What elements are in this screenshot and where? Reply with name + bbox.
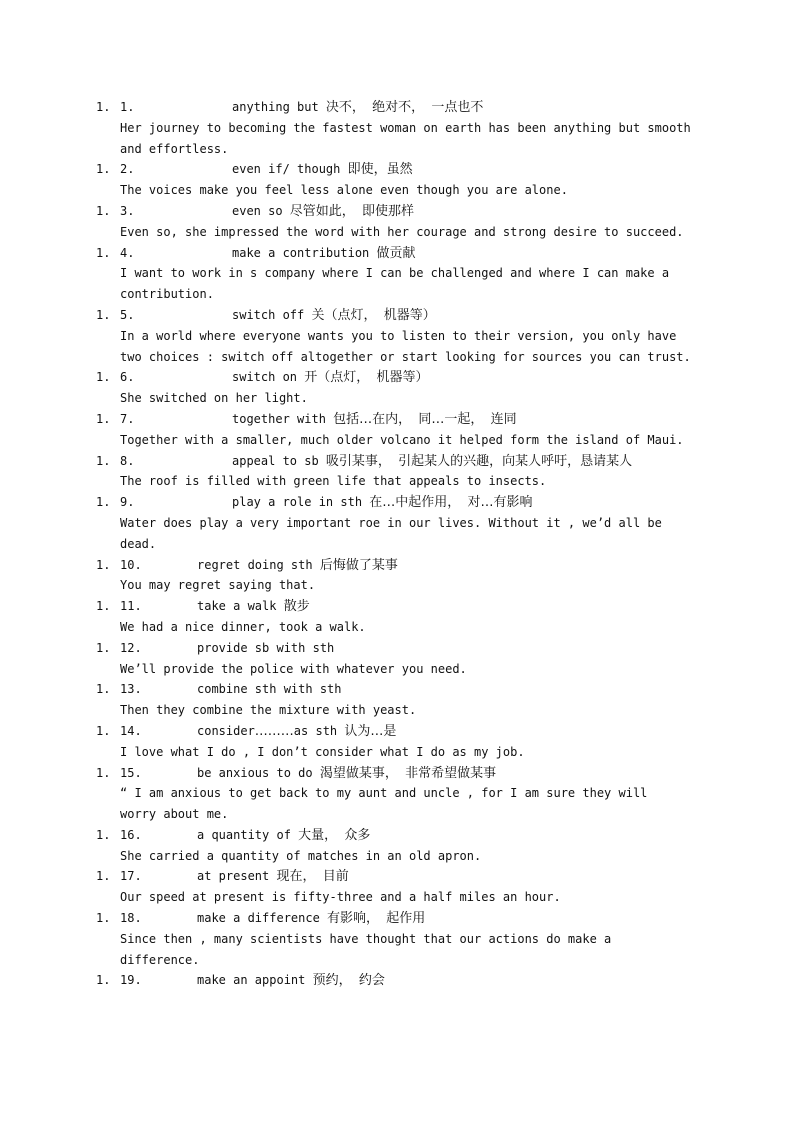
example-sentence: Since then , many scientists have thought that our actions do make a <box>120 931 612 946</box>
list-prefix: 1. <box>96 557 111 572</box>
entry-phrase: take a walk 散步 <box>197 599 310 615</box>
list-item <box>96 638 696 680</box>
entry-number: 19. <box>120 973 142 988</box>
entry-heading <box>96 638 696 659</box>
entry-number: 7. <box>120 411 135 426</box>
entry-phrase: make a contribution 做贡献 <box>232 245 416 261</box>
list-prefix: 1. <box>96 495 111 510</box>
entry-heading <box>96 763 696 784</box>
list-item <box>96 492 696 554</box>
entry-heading <box>96 243 696 264</box>
example-sentence: two choices : switch off altogether or start looking for sources you can trust. <box>120 349 691 364</box>
example-sentence: I love what I do , I don’t consider what I do as my job. <box>120 744 525 759</box>
entry-number: 4. <box>120 245 135 260</box>
entry-number: 5. <box>120 307 135 322</box>
example-sentence: I want to work in s company where I can be challenged and where I can make a <box>120 266 670 281</box>
list-prefix: 1. <box>96 245 111 260</box>
list-item <box>96 97 696 159</box>
list-prefix: 1. <box>96 723 111 738</box>
entry-phrase: together with 包括…在内， 同…一起， 连同 <box>232 411 517 427</box>
entry-phrase: at present 现在， 目前 <box>197 869 349 885</box>
entry-heading <box>96 492 696 513</box>
entry-heading <box>96 970 696 991</box>
entry-number: 11. <box>120 599 142 614</box>
entry-number: 3. <box>120 203 135 218</box>
entry-number: 12. <box>120 640 142 655</box>
list-item <box>96 679 696 721</box>
entry-phrase: consider………as sth 认为…是 <box>197 723 397 739</box>
list-item <box>96 305 696 367</box>
example-sentence: Our speed at present is fifty-three and a half miles an hour. <box>120 890 561 905</box>
example-sentence: “ I am anxious to get back to my aunt and uncle , for I am sure they will <box>120 786 648 801</box>
list-prefix: 1. <box>96 765 111 780</box>
list-item <box>96 721 696 763</box>
entry-phrase: appeal to sb 吸引某事， 引起某人的兴趣，向某人呼吁，恳请某人 <box>232 453 633 469</box>
entry-number: 1. <box>120 100 135 114</box>
list-prefix: 1. <box>96 911 111 926</box>
entry-number: 9. <box>120 495 135 510</box>
example-sentence: She carried a quantity of matches in an old apron. <box>120 848 482 863</box>
entry-heading <box>96 305 696 326</box>
entry-number: 18. <box>120 911 142 926</box>
entry-heading <box>96 201 696 222</box>
entry-phrase: make an appoint 预约， 约会 <box>197 973 385 989</box>
example-sentence: worry about me. <box>120 807 229 822</box>
list-item <box>96 409 696 451</box>
example-sentence: The voices make you feel less alone even though you are alone. <box>120 183 568 198</box>
example-sentence: Then they combine the mixture with yeast. <box>120 703 417 718</box>
list-item <box>96 201 696 243</box>
list-prefix: 1. <box>96 640 111 655</box>
list-item <box>96 596 696 638</box>
entry-heading <box>96 555 696 576</box>
entry-phrase: combine sth with sth <box>197 682 342 697</box>
list-item <box>96 243 696 305</box>
entry-phrase: switch on 开（点灯， 机器等） <box>232 370 429 386</box>
example-sentence: Together with a smaller, much older volcano it helped form the island of Maui. <box>120 432 684 447</box>
entry-number: 10. <box>120 557 142 572</box>
list-prefix: 1. <box>96 869 111 884</box>
entry-number: 16. <box>120 827 142 842</box>
entry-phrase: regret doing sth 后悔做了某事 <box>197 557 398 573</box>
list-prefix: 1. <box>96 162 111 177</box>
entry-heading <box>96 367 696 388</box>
entry-number: 6. <box>120 370 135 385</box>
entry-heading <box>96 159 696 180</box>
entry-number: 8. <box>120 453 135 468</box>
list-item <box>96 970 696 991</box>
list-item <box>96 451 696 493</box>
entry-heading <box>96 721 696 742</box>
entry-number: 13. <box>120 682 142 697</box>
example-sentence: difference. <box>120 952 200 967</box>
example-sentence: and effortless. <box>120 141 229 156</box>
list-item <box>96 367 696 409</box>
list-prefix: 1. <box>96 370 111 385</box>
example-sentence: dead. <box>120 536 157 551</box>
list-item <box>96 555 696 597</box>
list-prefix: 1. <box>96 203 111 218</box>
list-item <box>96 763 696 825</box>
entry-phrase: anything but 决不， 绝对不， 一点也不 <box>232 100 484 115</box>
entry-phrase: be anxious to do 渴望做某事， 非常希望做某事 <box>197 765 497 781</box>
entry-heading <box>96 451 696 472</box>
list-prefix: 1. <box>96 973 111 988</box>
list-prefix: 1. <box>96 411 111 426</box>
example-sentence: We’ll provide the police with whatever you need. <box>120 661 467 676</box>
entry-heading <box>96 679 696 700</box>
list-prefix: 1. <box>96 100 111 114</box>
entry-heading <box>96 866 696 887</box>
example-sentence: contribution. <box>120 287 214 302</box>
entry-phrase: provide sb with sth <box>197 640 335 655</box>
entry-heading <box>96 596 696 617</box>
entry-heading <box>96 825 696 846</box>
example-sentence: She switched on her light. <box>120 391 308 406</box>
example-sentence: In a world where everyone wants you to listen to their version, you only have <box>120 328 677 343</box>
entry-heading <box>96 97 696 118</box>
entry-heading <box>96 908 696 929</box>
entry-number: 2. <box>120 162 135 177</box>
entry-number: 15. <box>120 765 142 780</box>
entry-phrase: a quantity of 大量， 众多 <box>197 827 371 843</box>
list-prefix: 1. <box>96 682 111 697</box>
phrase-list <box>96 97 696 991</box>
list-item <box>96 825 696 867</box>
entry-number: 17. <box>120 869 142 884</box>
list-item <box>96 908 696 970</box>
example-sentence: The roof is filled with green life that appeals to insects. <box>120 474 547 489</box>
entry-phrase: play a role in sth 在…中起作用， 对…有影响 <box>232 495 533 511</box>
entry-phrase: switch off 关（点灯， 机器等） <box>232 307 436 323</box>
list-prefix: 1. <box>96 453 111 468</box>
entry-phrase: even if/ though 即使，虽然 <box>232 162 413 178</box>
example-sentence: We had a nice dinner, took a walk. <box>120 619 366 634</box>
list-prefix: 1. <box>96 827 111 842</box>
list-prefix: 1. <box>96 599 111 614</box>
list-item <box>96 866 696 908</box>
entry-phrase: even so 尽管如此， 即使那样 <box>232 203 415 219</box>
example-sentence: Her journey to becoming the fastest woman on earth has been anything but smooth <box>120 120 691 135</box>
entry-phrase: make a difference 有影响， 起作用 <box>197 911 426 927</box>
example-sentence: You may regret saying that. <box>120 578 316 593</box>
list-item <box>96 159 696 201</box>
example-sentence: Even so, she impressed the word with her courage and strong desire to succeed. <box>120 224 684 239</box>
example-sentence: Water does play a very important roe in our lives. Without it , we’d all be <box>120 515 662 530</box>
list-prefix: 1. <box>96 307 111 322</box>
entry-number: 14. <box>120 723 142 738</box>
entry-heading <box>96 409 696 430</box>
